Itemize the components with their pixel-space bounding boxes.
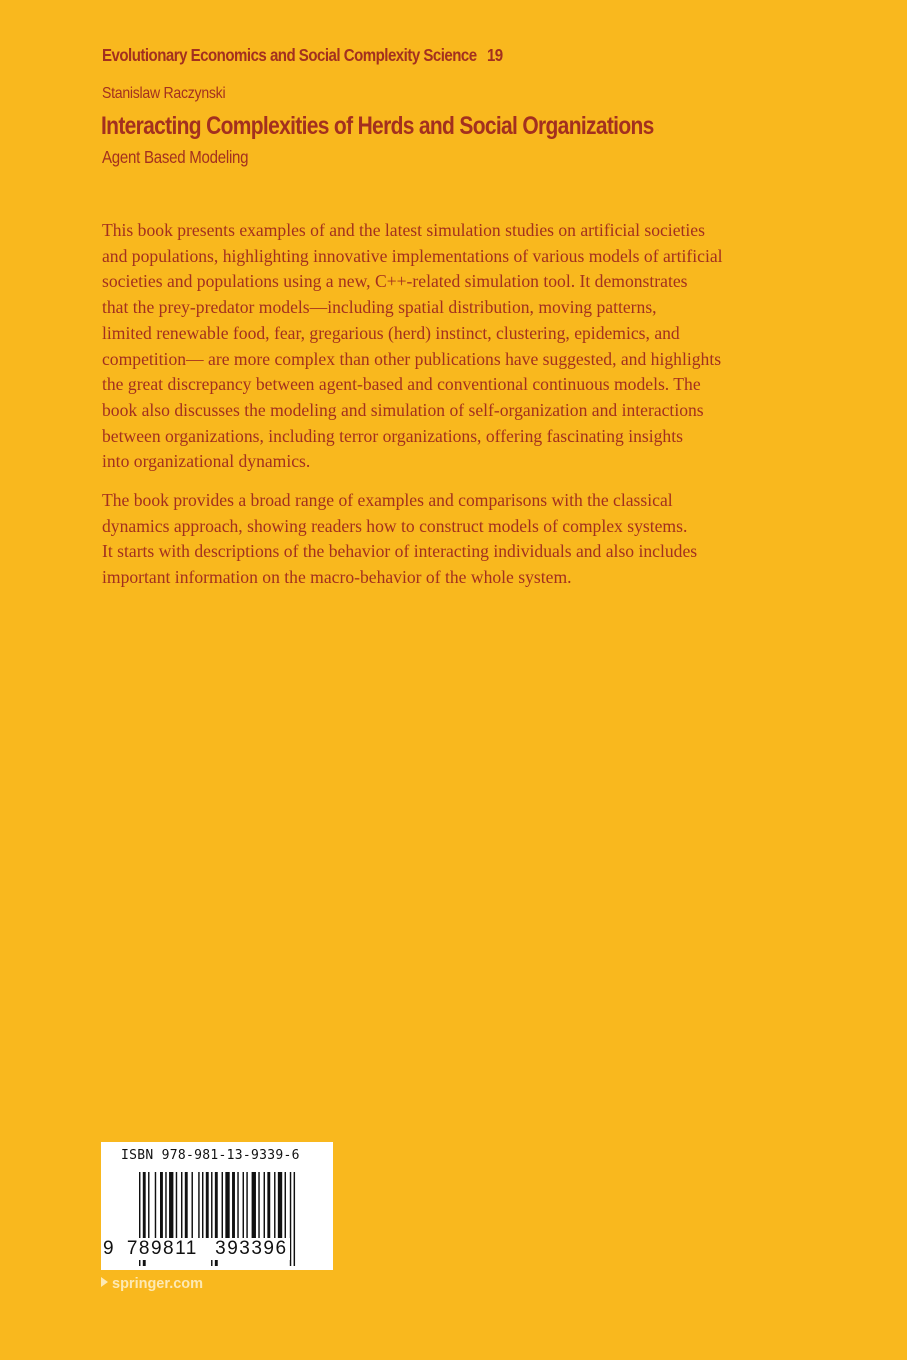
blurb-line: that the prey-predator models—including spatial distribution, moving patterns,: [102, 297, 657, 318]
isbn-barcode: [101, 1142, 333, 1270]
blurb-line: the great discrepancy between agent-based and conventional continuous models. The: [102, 374, 701, 395]
barcode-bar: [294, 1172, 295, 1266]
series-title: [102, 45, 503, 66]
blurb-line: limited renewable food, fear, gregarious (herd) instinct, clustering, epidemics, and: [102, 322, 680, 343]
book-title: Interacting Complexities of Herds and Social Organizations: [101, 112, 654, 140]
blurb-line: This book presents examples of and the latest simulation studies on artificial societies: [102, 220, 705, 240]
blurb-paragraph-2: [102, 488, 697, 591]
isbn-number: ISBN 978-981-13-9339-6: [121, 1148, 300, 1163]
arrow-right-icon: [101, 1277, 108, 1287]
book-subtitle: Agent Based Modeling: [102, 147, 249, 167]
blurb-line: and populations, highlighting innovative implementations of various models of artificial: [102, 245, 723, 266]
blurb-line: dynamics approach, showing readers how to construct models of complex systems.: [102, 515, 688, 536]
series-volume: 19: [486, 45, 503, 65]
publisher-link-text: springer.com: [112, 1276, 204, 1292]
blurb-line: important information on the macro-behavior of the whole system.: [102, 567, 572, 588]
ean-first-digit: 9: [103, 1238, 114, 1259]
series-name: Evolutionary Economics and Social Complexity Science: [102, 45, 477, 65]
ean-right-group: 393396: [215, 1238, 288, 1259]
blurb-line: competition— are more complex than other publications have suggested, and highlights: [102, 348, 722, 369]
blurb-line: into organizational dynamics.: [102, 451, 311, 472]
blurb-line: It starts with descriptions of the behavior of interacting individuals and also includes: [102, 541, 698, 562]
blurb-line: between organizations, including terror organizations, offering fascinating insights: [102, 425, 683, 446]
author-name: Stanislaw Raczynski: [102, 85, 226, 102]
blurb-paragraph-1: [102, 218, 723, 475]
ean-left-group: 789811: [126, 1238, 198, 1259]
publisher-link[interactable]: [101, 1276, 203, 1292]
blurb-line: book also discusses the modeling and simulation of self-organization and interactions: [102, 399, 704, 420]
barcode-bar: [290, 1172, 291, 1266]
ean-digits: [101, 1238, 290, 1260]
blurb-line: societies and populations using a new, C++-related simulation tool. It demonstrates: [102, 271, 688, 292]
blurb-line: The book provides a broad range of examples and comparisons with the classical: [102, 490, 673, 510]
